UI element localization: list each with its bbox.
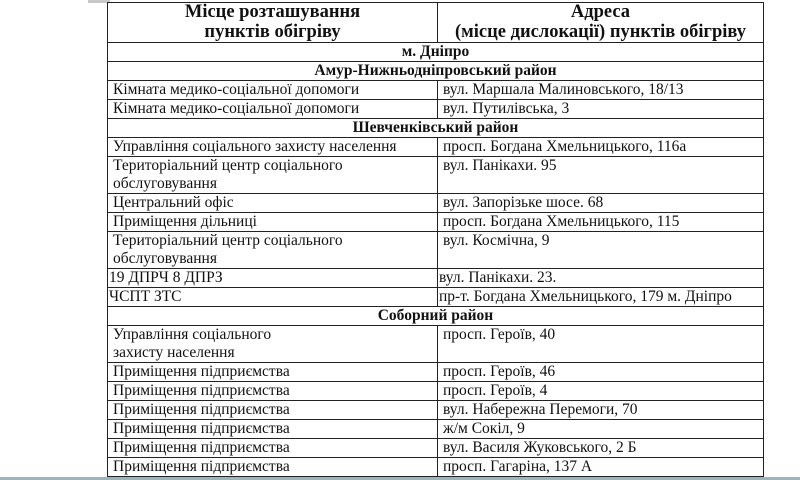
city-row	[108, 43, 764, 62]
table-row	[108, 194, 764, 213]
address-cell: просп. Героїв, 46	[438, 363, 764, 382]
location-cell: Приміщення підприємства	[108, 401, 438, 420]
table-row	[108, 157, 764, 194]
address-cell: просп. Гагаріна, 137 А	[438, 458, 764, 477]
district-title: Амур-Нижньодніпровський район	[108, 62, 764, 81]
address-cell: вул. Путилівська, 3	[438, 100, 764, 119]
section-title-row	[108, 62, 764, 81]
heating-points-table	[107, 2, 764, 477]
header-address: Адреса (місце дислокації) пунктів обігріву	[438, 3, 764, 43]
location-cell: Кімната медико-соціальної допомоги	[108, 81, 438, 100]
table-row	[108, 232, 764, 269]
table-row	[108, 420, 764, 439]
section-title-row	[108, 119, 764, 138]
address-cell: ж/м Сокіл, 9	[438, 420, 764, 439]
address-cell: вул. Космічна, 9	[438, 232, 764, 269]
table-row	[108, 288, 764, 307]
location-cell: Територіальний центр соціального обслуговування	[108, 232, 438, 269]
location-cell: Кімната медико-соціальної допомоги	[108, 100, 438, 119]
table-row	[108, 439, 764, 458]
address-cell: просп. Героїв, 4	[438, 382, 764, 401]
table-row	[108, 269, 764, 288]
location-cell: Приміщення підприємства	[108, 458, 438, 477]
location-cell: Приміщення підприємства	[108, 420, 438, 439]
address-cell: вул. Запорізьке шосе. 68	[438, 194, 764, 213]
district-title: Соборний район	[108, 307, 764, 326]
table-header-row	[108, 3, 764, 43]
location-cell: Територіальний центр соціального обслуговування	[108, 157, 438, 194]
location-cell: Управління соціального захисту населення	[108, 138, 438, 157]
location-cell: 19 ДПРЧ 8 ДПРЗ	[108, 269, 438, 288]
location-cell: Приміщення дільниці	[108, 213, 438, 232]
table-row	[108, 382, 764, 401]
table-row	[108, 138, 764, 157]
location-cell: Приміщення підприємства	[108, 382, 438, 401]
city-title: м. Дніпро	[108, 43, 764, 62]
table-row	[108, 326, 764, 363]
table-row	[108, 100, 764, 119]
header-location: Місце розташування пунктів обігріву	[108, 3, 438, 43]
table-row	[108, 363, 764, 382]
table-row	[108, 213, 764, 232]
address-cell: вул. Панікахи. 23.	[438, 269, 764, 288]
table-row	[108, 81, 764, 100]
address-cell: вул. Панікахи. 95	[438, 157, 764, 194]
address-cell: просп. Героїв, 40	[438, 326, 764, 363]
address-cell: просп. Богдана Хмельницького, 115	[438, 213, 764, 232]
address-cell: вул. Маршала Малиновського, 18/13	[438, 81, 764, 100]
district-title: Шевченківський район	[108, 119, 764, 138]
location-cell: ЧСПТ ЗТС	[108, 288, 438, 307]
location-cell: Приміщення підприємства	[108, 363, 438, 382]
location-cell: Приміщення підприємства	[108, 439, 438, 458]
section-title-row	[108, 307, 764, 326]
location-cell: Центральний офіс	[108, 194, 438, 213]
table-row	[108, 401, 764, 420]
address-cell: просп. Богдана Хмельницького, 116а	[438, 138, 764, 157]
address-cell: вул. Василя Жуковського, 2 Б	[438, 439, 764, 458]
table-row	[108, 458, 764, 477]
address-cell: пр-т. Богдана Хмельницького, 179 м. Дніпро	[438, 288, 764, 307]
address-cell: вул. Набережна Перемоги, 70	[438, 401, 764, 420]
location-cell: Управління соціального захисту населення	[108, 326, 438, 363]
